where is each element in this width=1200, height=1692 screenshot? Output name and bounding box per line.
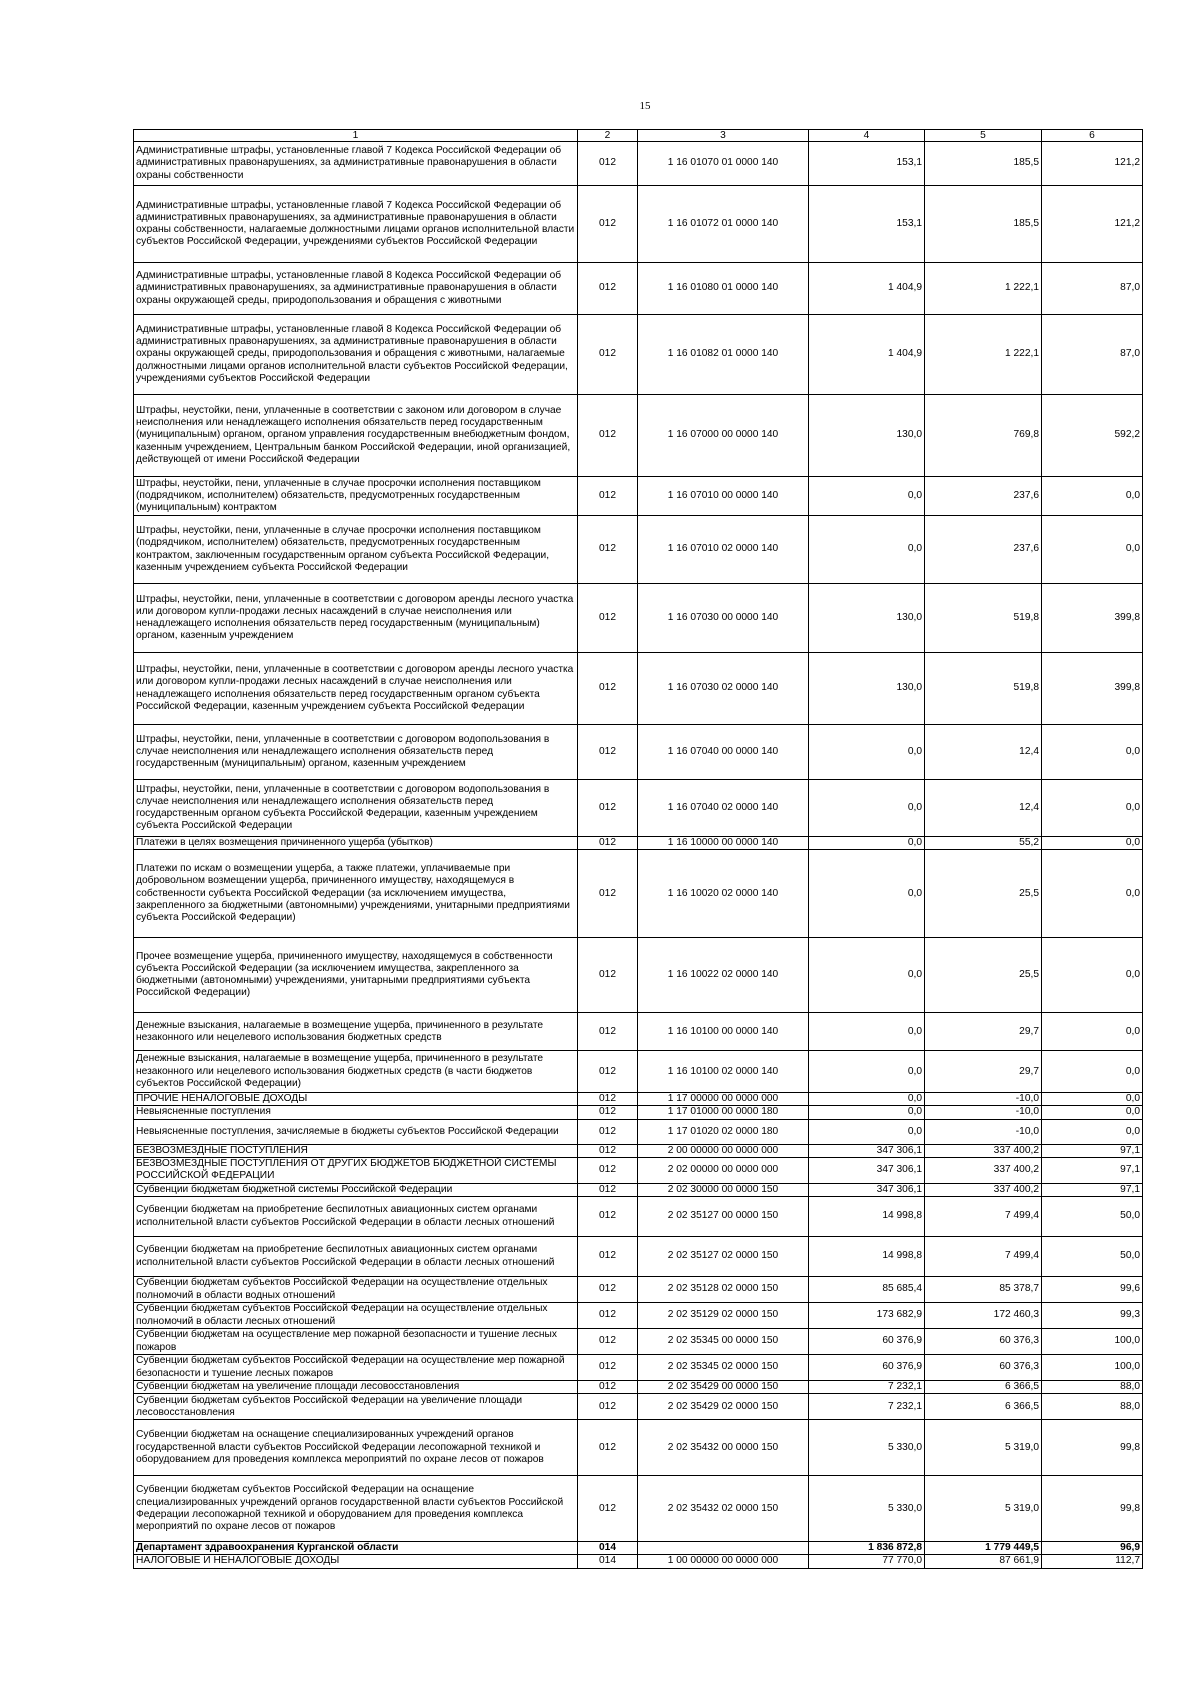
row-value-5-cell: 5 319,0 (925, 1420, 1042, 1476)
table-row (134, 1013, 1143, 1051)
row-value-5-cell: 7 499,4 (925, 1197, 1042, 1237)
row-value-6-cell: 97,1 (1042, 1144, 1143, 1157)
table-row (134, 837, 1143, 850)
row-value-5-cell: 85 378,7 (925, 1277, 1042, 1303)
row-value-4-cell: 14 998,8 (809, 1237, 925, 1277)
row-name-cell: Административные штрафы, установленные главой 8 Кодекса Российской Федерации об административных правонарушениях, за административные правонарушения в области охраны окружающей среды, природопользования и обращения с животными (134, 263, 578, 315)
row-name-cell: Административные штрафы, установленные главой 7 Кодекса Российской Федерации об административных правонарушениях, за административные правонарушения в области охраны собственности (134, 142, 578, 186)
row-name-cell: Административные штрафы, установленные главой 7 Кодекса Российской Федерации об административных правонарушениях, за административные правонарушения в области охраны собственности, налагаемые должностными лицами органов исполнительной власти субъектов Российской Федерации, учреждениями субъектов Российской Федерации (134, 186, 578, 263)
row-name-cell: Субвенции бюджетам на увеличение площади лесовосстановления (134, 1381, 578, 1394)
row-value-4-cell: 0,0 (809, 516, 925, 584)
row-name-cell: Штрафы, неустойки, пени, уплаченные в соответствии с договором аренды лесного участка или договором купли-продажи лесных насаждений в случае неисполнения или ненадлежащего исполнения обязательств перед государственным (муниципальным) органом, казенным учреждением (134, 584, 578, 653)
row-value-5-cell: 29,7 (925, 1013, 1042, 1051)
row-value-6-cell: 121,2 (1042, 142, 1143, 186)
row-name-cell: Платежи по искам о возмещении ущерба, а также платежи, уплачиваемые при добровольном возмещении ущерба, причиненного имуществу, находящемуся в собственности субъекта Российской Федерации (за исключением имущества, закрепленного за бюджетными (автономными) учреждениями, унитарными предприятиями субъекта Российской Федерации) (134, 850, 578, 938)
row-value-5-cell: 185,5 (925, 142, 1042, 186)
row-name-cell: Административные штрафы, установленные главой 8 Кодекса Российской Федерации об административных правонарушениях, за административные правонарушения в области охраны окружающей среды, природопользования и обращения с животными, налагаемые должностными лицами органов исполнительной власти субъектов Российской Федерации, учреждениями субъектов Российской Федерации (134, 315, 578, 395)
row-value-4-cell: 0,0 (809, 1013, 925, 1051)
row-budget-code-cell: 2 02 35429 00 0000 150 (638, 1381, 809, 1394)
row-admin-code-cell: 012 (578, 1051, 638, 1093)
table-row (134, 1394, 1143, 1420)
table-row (134, 1237, 1143, 1277)
row-value-5-cell: 12,4 (925, 780, 1042, 837)
row-value-5-cell: 237,6 (925, 477, 1042, 516)
row-budget-code-cell: 2 02 30000 00 0000 150 (638, 1183, 809, 1196)
table-row (134, 584, 1143, 653)
row-value-5-cell: -10,0 (925, 1106, 1042, 1119)
row-budget-code-cell: 1 16 01080 01 0000 140 (638, 263, 809, 315)
row-value-6-cell: 100,0 (1042, 1355, 1143, 1381)
row-value-5-cell: 12,4 (925, 725, 1042, 780)
table-row (134, 1106, 1143, 1119)
column-header-6: 6 (1042, 130, 1143, 142)
row-name-cell: Штрафы, неустойки, пени, уплаченные в соответствии с договором аренды лесного участка или договором купли-продажи лесных насаждений в случае неисполнения или ненадлежащего исполнения обязательств перед государственным органом субъекта Российской Федерации, казенным учреждением субъекта Российской Федерации (134, 653, 578, 725)
row-value-4-cell: 1 404,9 (809, 263, 925, 315)
row-value-6-cell: 99,8 (1042, 1420, 1143, 1476)
row-value-4-cell: 0,0 (809, 477, 925, 516)
row-budget-code-cell: 2 02 35432 00 0000 150 (638, 1420, 809, 1476)
row-value-5-cell: 7 499,4 (925, 1237, 1042, 1277)
row-name-cell: Платежи в целях возмещения причиненного ущерба (убытков) (134, 837, 578, 850)
row-name-cell: Субвенции бюджетам субъектов Российской Федерации на осуществление отдельных полномочий в области водных отношений (134, 1277, 578, 1303)
row-value-5-cell: 5 319,0 (925, 1476, 1042, 1542)
row-admin-code-cell: 012 (578, 850, 638, 938)
row-value-4-cell: 85 685,4 (809, 1277, 925, 1303)
row-value-5-cell: 1 222,1 (925, 263, 1042, 315)
row-name-cell: Субвенции бюджетам на приобретение беспилотных авиационных систем органами исполнительной власти субъектов Российской Федерации в области лесных отношений (134, 1237, 578, 1277)
table-row (134, 1277, 1143, 1303)
row-value-4-cell: 130,0 (809, 653, 925, 725)
row-value-6-cell: 0,0 (1042, 516, 1143, 584)
row-value-5-cell: 185,5 (925, 186, 1042, 263)
row-value-4-cell: 7 232,1 (809, 1394, 925, 1420)
row-admin-code-cell: 012 (578, 1476, 638, 1542)
table-header-row (134, 130, 1143, 142)
row-value-4-cell: 77 770,0 (809, 1555, 925, 1568)
row-value-5-cell: 337 400,2 (925, 1144, 1042, 1157)
row-value-5-cell: 60 376,3 (925, 1355, 1042, 1381)
table-row (134, 725, 1143, 780)
table-row (134, 477, 1143, 516)
row-budget-code-cell: 2 02 35127 02 0000 150 (638, 1237, 809, 1277)
row-value-6-cell: 88,0 (1042, 1381, 1143, 1394)
row-budget-code-cell: 1 17 01020 02 0000 180 (638, 1119, 809, 1144)
table-row (134, 315, 1143, 395)
row-budget-code-cell: 2 02 35129 02 0000 150 (638, 1303, 809, 1329)
table-row (134, 1197, 1143, 1237)
row-admin-code-cell: 012 (578, 1157, 638, 1183)
row-name-cell: НАЛОГОВЫЕ И НЕНАЛОГОВЫЕ ДОХОДЫ (134, 1555, 578, 1568)
row-value-4-cell: 0,0 (809, 1119, 925, 1144)
row-value-4-cell: 0,0 (809, 780, 925, 837)
row-admin-code-cell: 012 (578, 1329, 638, 1355)
table-row (134, 263, 1143, 315)
row-value-4-cell: 0,0 (809, 725, 925, 780)
row-value-6-cell: 97,1 (1042, 1157, 1143, 1183)
row-budget-code-cell: 1 16 07040 00 0000 140 (638, 725, 809, 780)
row-admin-code-cell: 012 (578, 1093, 638, 1106)
row-name-cell: Невыясненные поступления, зачисляемые в бюджеты субъектов Российской Федерации (134, 1119, 578, 1144)
row-name-cell: Штрафы, неустойки, пени, уплаченные в случае просрочки исполнения поставщиком (подрядчиком, исполнителем) обязательств, предусмотренных государственным (муниципальным) контрактом (134, 477, 578, 516)
row-admin-code-cell: 012 (578, 725, 638, 780)
row-budget-code-cell: 1 16 01072 01 0000 140 (638, 186, 809, 263)
row-name-cell: ПРОЧИЕ НЕНАЛОГОВЫЕ ДОХОДЫ (134, 1093, 578, 1106)
row-name-cell: Штрафы, неустойки, пени, уплаченные в случае просрочки исполнения поставщиком (подрядчиком, исполнителем) обязательств, предусмотренных государственным контрактом, заключенным государственным органом субъекта Российской Федерации, казенным учреждением субъекта Российской Федерации (134, 516, 578, 584)
row-name-cell: Субвенции бюджетам субъектов Российской Федерации на увеличение площади лесовосстановления (134, 1394, 578, 1420)
row-budget-code-cell: 1 16 10022 02 0000 140 (638, 938, 809, 1013)
row-value-5-cell: 25,5 (925, 850, 1042, 938)
row-budget-code-cell: 2 02 00000 00 0000 000 (638, 1157, 809, 1183)
row-value-6-cell: 0,0 (1042, 780, 1143, 837)
row-budget-code-cell: 2 02 35432 02 0000 150 (638, 1476, 809, 1542)
row-name-cell: Штрафы, неустойки, пени, уплаченные в соответствии с договором водопользования в случае неисполнения или ненадлежащего исполнения обязательств перед государственным (муниципальным) органом, казенным учреждением (134, 725, 578, 780)
row-budget-code-cell: 1 16 10000 00 0000 140 (638, 837, 809, 850)
row-name-cell: Штрафы, неустойки, пени, уплаченные в соответствии с договором водопользования в случае неисполнения или ненадлежащего исполнения обязательств перед государственным органом субъекта Российской Федерации, казенным учреждением субъекта Российской Федерации (134, 780, 578, 837)
row-budget-code-cell: 1 16 07040 02 0000 140 (638, 780, 809, 837)
row-budget-code-cell: 1 16 07010 02 0000 140 (638, 516, 809, 584)
row-name-cell: Департамент здравоохранения Курганской области (134, 1542, 578, 1555)
table-row (134, 395, 1143, 477)
row-admin-code-cell: 012 (578, 395, 638, 477)
row-admin-code-cell: 012 (578, 1394, 638, 1420)
row-budget-code-cell: 1 00 00000 00 0000 000 (638, 1555, 809, 1568)
row-value-6-cell: 100,0 (1042, 1329, 1143, 1355)
table-row (134, 1542, 1143, 1555)
column-header-1: 1 (134, 130, 578, 142)
row-value-5-cell: 6 366,5 (925, 1394, 1042, 1420)
row-admin-code-cell: 012 (578, 1420, 638, 1476)
table-row (134, 1381, 1143, 1394)
row-admin-code-cell: 012 (578, 186, 638, 263)
row-admin-code-cell: 012 (578, 1355, 638, 1381)
row-value-4-cell: 173 682,9 (809, 1303, 925, 1329)
row-value-5-cell: 1 779 449,5 (925, 1542, 1042, 1555)
row-budget-code-cell: 1 16 01082 01 0000 140 (638, 315, 809, 395)
row-value-4-cell: 0,0 (809, 1093, 925, 1106)
row-name-cell: БЕЗВОЗМЕЗДНЫЕ ПОСТУПЛЕНИЯ ОТ ДРУГИХ БЮДЖЕТОВ БЮДЖЕТНОЙ СИСТЕМЫ РОССИЙСКОЙ ФЕДЕРАЦИИ (134, 1157, 578, 1183)
row-name-cell: Субвенции бюджетам субъектов Российской Федерации на осуществление мер пожарной безопасности и тушение лесных пожаров (134, 1355, 578, 1381)
row-value-6-cell: 99,6 (1042, 1277, 1143, 1303)
row-value-5-cell: 172 460,3 (925, 1303, 1042, 1329)
row-admin-code-cell: 012 (578, 315, 638, 395)
row-name-cell: Субвенции бюджетам на оснащение специализированных учреждений органов государственной власти субъектов Российской Федерации лесопожарной техникой и оборудованием для проведения комплекса мероприятий по охране лесов от пожаров (134, 1420, 578, 1476)
row-value-6-cell: 87,0 (1042, 263, 1143, 315)
row-name-cell: Денежные взыскания, налагаемые в возмещение ущерба, причиненного в результате незаконного или нецелевого использования бюджетных средств (134, 1013, 578, 1051)
row-value-6-cell: 99,8 (1042, 1476, 1143, 1542)
row-budget-code-cell (638, 1542, 809, 1555)
budget-table (133, 129, 1143, 1569)
row-admin-code-cell: 012 (578, 1183, 638, 1196)
row-admin-code-cell: 012 (578, 516, 638, 584)
row-value-5-cell: 519,8 (925, 653, 1042, 725)
table-row (134, 780, 1143, 837)
row-value-4-cell: 0,0 (809, 850, 925, 938)
row-name-cell: Штрафы, неустойки, пени, уплаченные в соответствии с законом или договором в случае неисполнения или ненадлежащего исполнения обязательств перед государственным (муниципальным) органом, органом управления государственным внебюджетным фондом, казенным учреждением, Центральным банком Российской Федерации, иной организацией, действующей от имени Российской Федерации (134, 395, 578, 477)
row-value-6-cell: 50,0 (1042, 1197, 1143, 1237)
row-name-cell: Прочее возмещение ущерба, причиненного имуществу, находящемуся в собственности субъекта Российской Федерации (за исключением имущества, закрепленного за бюджетными (автономными) учреждениями, унитарными предприятиями субъекта Российской Федерации) (134, 938, 578, 1013)
table-row (134, 1420, 1143, 1476)
row-budget-code-cell: 1 17 00000 00 0000 000 (638, 1093, 809, 1106)
table-row (134, 186, 1143, 263)
row-value-6-cell: 99,3 (1042, 1303, 1143, 1329)
row-value-4-cell: 347 306,1 (809, 1144, 925, 1157)
row-value-6-cell: 87,0 (1042, 315, 1143, 395)
row-value-5-cell: 87 661,9 (925, 1555, 1042, 1568)
row-value-5-cell: 25,5 (925, 938, 1042, 1013)
row-budget-code-cell: 2 00 00000 00 0000 000 (638, 1144, 809, 1157)
row-budget-code-cell: 1 16 01070 01 0000 140 (638, 142, 809, 186)
row-admin-code-cell: 012 (578, 1237, 638, 1277)
table-row (134, 516, 1143, 584)
row-value-6-cell: 96,9 (1042, 1542, 1143, 1555)
table-body (134, 142, 1143, 1569)
row-value-4-cell: 7 232,1 (809, 1381, 925, 1394)
row-value-6-cell: 50,0 (1042, 1237, 1143, 1277)
row-value-6-cell: 0,0 (1042, 850, 1143, 938)
row-value-4-cell: 347 306,1 (809, 1157, 925, 1183)
row-value-6-cell: 0,0 (1042, 1119, 1143, 1144)
row-value-6-cell: 0,0 (1042, 725, 1143, 780)
row-value-4-cell: 5 330,0 (809, 1476, 925, 1542)
row-value-4-cell: 0,0 (809, 1106, 925, 1119)
row-name-cell: Денежные взыскания, налагаемые в возмещение ущерба, причиненного в результате незаконного или нецелевого использования бюджетных средств (в части бюджетов субъектов Российской Федерации) (134, 1051, 578, 1093)
table-row (134, 1144, 1143, 1157)
column-header-2: 2 (578, 130, 638, 142)
row-value-6-cell: 121,2 (1042, 186, 1143, 263)
row-budget-code-cell: 1 16 07010 00 0000 140 (638, 477, 809, 516)
row-name-cell: Субвенции бюджетам на приобретение беспилотных авиационных систем органами исполнительной власти субъектов Российской Федерации в области лесных отношений (134, 1197, 578, 1237)
row-budget-code-cell: 2 02 35429 02 0000 150 (638, 1394, 809, 1420)
row-value-4-cell: 0,0 (809, 938, 925, 1013)
row-value-4-cell: 1 404,9 (809, 315, 925, 395)
row-value-5-cell: 1 222,1 (925, 315, 1042, 395)
row-budget-code-cell: 2 02 35345 02 0000 150 (638, 1355, 809, 1381)
table-row (134, 142, 1143, 186)
row-value-4-cell: 14 998,8 (809, 1197, 925, 1237)
page-number: 15 (639, 100, 651, 112)
row-admin-code-cell: 012 (578, 1013, 638, 1051)
row-value-6-cell: 0,0 (1042, 1106, 1143, 1119)
row-budget-code-cell: 1 16 07000 00 0000 140 (638, 395, 809, 477)
row-budget-code-cell: 1 16 07030 00 0000 140 (638, 584, 809, 653)
row-budget-code-cell: 1 17 01000 00 0000 180 (638, 1106, 809, 1119)
row-value-6-cell: 0,0 (1042, 1093, 1143, 1106)
row-value-6-cell: 88,0 (1042, 1394, 1143, 1420)
table-row (134, 1476, 1143, 1542)
row-name-cell: Субвенции бюджетам на осуществление мер пожарной безопасности и тушение лесных пожаров (134, 1329, 578, 1355)
row-value-5-cell: 55,2 (925, 837, 1042, 850)
table-row (134, 1093, 1143, 1106)
row-value-4-cell: 153,1 (809, 142, 925, 186)
table-row (134, 1355, 1143, 1381)
row-value-4-cell: 130,0 (809, 584, 925, 653)
table-row (134, 850, 1143, 938)
row-admin-code-cell: 012 (578, 1303, 638, 1329)
row-admin-code-cell: 012 (578, 142, 638, 186)
row-value-4-cell: 0,0 (809, 1051, 925, 1093)
row-value-4-cell: 60 376,9 (809, 1355, 925, 1381)
row-value-5-cell: 337 400,2 (925, 1157, 1042, 1183)
row-value-5-cell: -10,0 (925, 1119, 1042, 1144)
row-budget-code-cell: 1 16 10100 02 0000 140 (638, 1051, 809, 1093)
row-value-5-cell: 237,6 (925, 516, 1042, 584)
table-row (134, 1051, 1143, 1093)
row-budget-code-cell: 1 16 10020 02 0000 140 (638, 850, 809, 938)
row-value-4-cell: 153,1 (809, 186, 925, 263)
row-admin-code-cell: 012 (578, 1197, 638, 1237)
table-row (134, 653, 1143, 725)
row-admin-code-cell: 012 (578, 1144, 638, 1157)
row-admin-code-cell: 014 (578, 1555, 638, 1568)
row-name-cell: БЕЗВОЗМЕЗДНЫЕ ПОСТУПЛЕНИЯ (134, 1144, 578, 1157)
row-value-5-cell: 769,8 (925, 395, 1042, 477)
row-value-5-cell: -10,0 (925, 1093, 1042, 1106)
row-value-6-cell: 399,8 (1042, 584, 1143, 653)
row-admin-code-cell: 012 (578, 263, 638, 315)
table-row (134, 1119, 1143, 1144)
row-value-4-cell: 130,0 (809, 395, 925, 477)
row-admin-code-cell: 012 (578, 1381, 638, 1394)
row-value-6-cell: 399,8 (1042, 653, 1143, 725)
table-row (134, 1329, 1143, 1355)
table-row (134, 1303, 1143, 1329)
row-value-4-cell: 0,0 (809, 837, 925, 850)
table-row (134, 938, 1143, 1013)
row-value-6-cell: 0,0 (1042, 1051, 1143, 1093)
row-budget-code-cell: 2 02 35345 00 0000 150 (638, 1329, 809, 1355)
row-admin-code-cell: 012 (578, 780, 638, 837)
row-value-4-cell: 60 376,9 (809, 1329, 925, 1355)
column-header-3: 3 (638, 130, 809, 142)
row-value-4-cell: 5 330,0 (809, 1420, 925, 1476)
table-row (134, 1157, 1143, 1183)
row-value-6-cell: 97,1 (1042, 1183, 1143, 1196)
row-admin-code-cell: 012 (578, 477, 638, 516)
row-value-5-cell: 29,7 (925, 1051, 1042, 1093)
row-admin-code-cell: 012 (578, 1106, 638, 1119)
row-admin-code-cell: 012 (578, 837, 638, 850)
row-value-5-cell: 337 400,2 (925, 1183, 1042, 1196)
row-value-6-cell: 0,0 (1042, 477, 1143, 516)
row-budget-code-cell: 2 02 35127 00 0000 150 (638, 1197, 809, 1237)
row-value-6-cell: 112,7 (1042, 1555, 1143, 1568)
row-value-6-cell: 0,0 (1042, 938, 1143, 1013)
row-name-cell: Субвенции бюджетам субъектов Российской Федерации на осуществление отдельных полномочий в области лесных отношений (134, 1303, 578, 1329)
row-admin-code-cell: 014 (578, 1542, 638, 1555)
row-name-cell: Субвенции бюджетам бюджетной системы Российской Федерации (134, 1183, 578, 1196)
row-name-cell: Невыясненные поступления (134, 1106, 578, 1119)
row-admin-code-cell: 012 (578, 1277, 638, 1303)
row-budget-code-cell: 1 16 07030 02 0000 140 (638, 653, 809, 725)
row-admin-code-cell: 012 (578, 1119, 638, 1144)
row-admin-code-cell: 012 (578, 653, 638, 725)
row-name-cell: Субвенции бюджетам субъектов Российской Федерации на оснащение специализированных учреждений органов государственной власти субъектов Российской Федерации лесопожарной техникой и оборудованием для проведения комплекса мероприятий по охране лесов от пожаров (134, 1476, 578, 1542)
column-header-5: 5 (925, 130, 1042, 142)
row-budget-code-cell: 2 02 35128 02 0000 150 (638, 1277, 809, 1303)
row-value-4-cell: 1 836 872,8 (809, 1542, 925, 1555)
row-admin-code-cell: 012 (578, 938, 638, 1013)
row-value-5-cell: 519,8 (925, 584, 1042, 653)
table-row (134, 1183, 1143, 1196)
row-value-4-cell: 347 306,1 (809, 1183, 925, 1196)
table-row (134, 1555, 1143, 1568)
column-header-4: 4 (809, 130, 925, 142)
row-value-5-cell: 6 366,5 (925, 1381, 1042, 1394)
row-value-6-cell: 0,0 (1042, 837, 1143, 850)
row-value-6-cell: 592,2 (1042, 395, 1143, 477)
row-budget-code-cell: 1 16 10100 00 0000 140 (638, 1013, 809, 1051)
row-value-6-cell: 0,0 (1042, 1013, 1143, 1051)
row-value-5-cell: 60 376,3 (925, 1329, 1042, 1355)
row-admin-code-cell: 012 (578, 584, 638, 653)
